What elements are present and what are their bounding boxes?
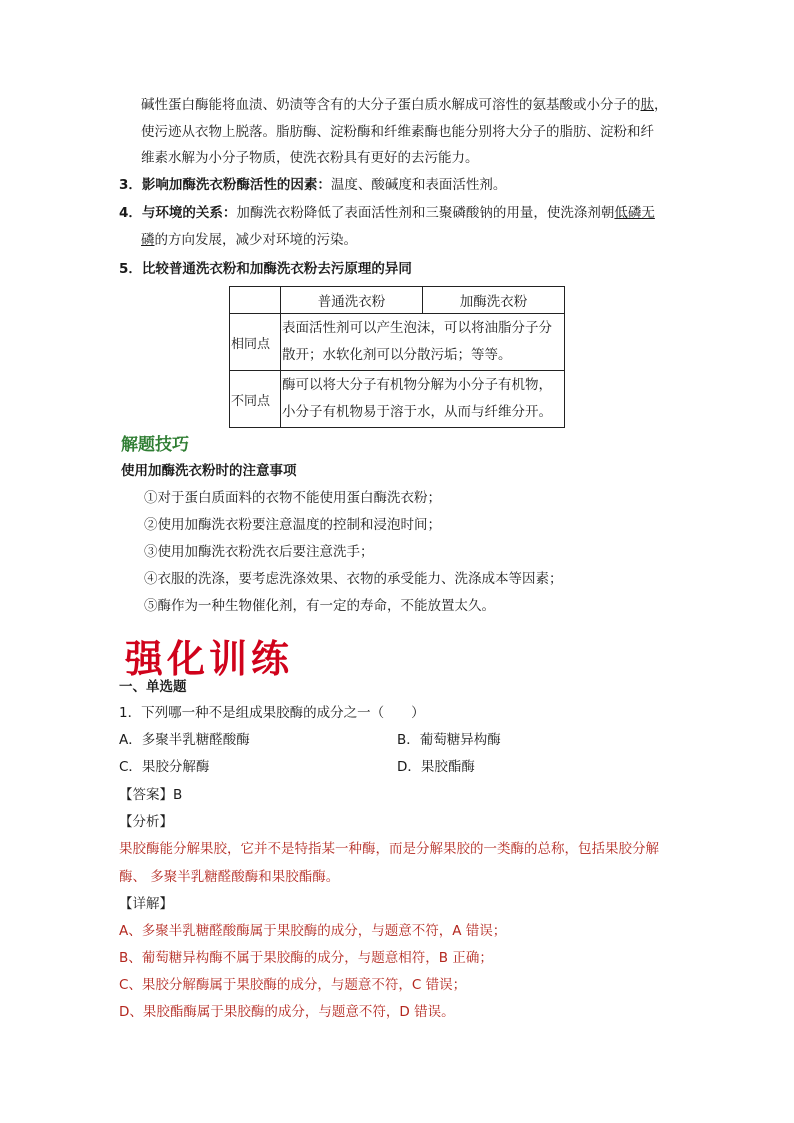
- answer-label: 【答案】: [119, 787, 173, 803]
- table-header-row: [230, 287, 565, 314]
- training-banner: 强化训练: [125, 636, 294, 681]
- point-5-number: 5．: [119, 261, 142, 277]
- point-3: [119, 179, 506, 193]
- detail-line-d: D、果胶酯酶属于果胶酶的成分，与题意不符，D 错误。: [119, 1004, 455, 1020]
- option-c: C．果胶分解酶: [119, 759, 210, 775]
- answer-line: [119, 789, 182, 803]
- tips-item-2: ②使用加酶洗衣粉要注意温度的控制和浸泡时间；: [144, 517, 441, 533]
- table-col-enzyme: 加酶洗衣粉: [423, 287, 565, 314]
- analysis-line-1: 果胶酶能分解果胶，它并不是特指某一种酶，而是分解果胶的一类酶的总称，包括果胶分解: [119, 841, 659, 857]
- table-row-head-diff: 不同点: [230, 371, 281, 428]
- analysis-line-2: 酶、 多聚半乳糖醛酸酶和果胶酯酶。: [119, 869, 340, 885]
- table-col-normal: 普通洗衣粉: [281, 287, 423, 314]
- point-4-number: 4．: [119, 205, 142, 221]
- comparison-table: [229, 286, 565, 428]
- point-4: [119, 207, 655, 221]
- point-3-title: 影响加酶洗衣粉酶活性的因素：: [141, 177, 331, 193]
- table-cell-same-line-2: 散开；水软化剂可以分散污垢；等等。: [282, 347, 512, 363]
- point-5: [119, 263, 412, 277]
- analysis-label: 【分析】: [119, 814, 173, 830]
- intro-underlined: 肽: [640, 97, 654, 113]
- table-cell-same: [281, 314, 565, 371]
- tips-item-4: ④衣服的洗涤，要考虑洗涤效果、衣物的承受能力、洗涤成本等因素；: [144, 571, 563, 587]
- question-text: 1．下列哪一种不是组成果胶酶的成分之一（ ）: [119, 705, 425, 721]
- table-row-same: [230, 314, 565, 371]
- detail-line-b: B、葡萄糖异构酶不属于果胶酶的成分，与题意相符，B 正确；: [119, 950, 493, 966]
- point-4-title: 与环境的关系：: [141, 205, 237, 221]
- intro-line-3: 维素水解为小分子物质，使洗衣粉具有更好的去污能力。: [141, 150, 479, 166]
- tips-heading: 解题技巧: [121, 435, 189, 455]
- table-row-diff: [230, 371, 565, 428]
- intro-text: 碱性蛋白酶能将血渍、奶渍等含有的大分子蛋白质水解成可溶性的氨基酸或小分子的: [141, 97, 641, 113]
- table-row-head-same: 相同点: [230, 314, 281, 371]
- detail-label: 【详解】: [119, 896, 173, 912]
- point-4-text: 加酶洗衣粉降低了表面活性剂和三聚磷酸钠的用量，使洗涤剂朝: [236, 205, 615, 221]
- detail-line-c: C、果胶分解酶属于果胶酶的成分，与题意不符，C 错误；: [119, 977, 467, 993]
- point-5-title: 比较普通洗衣粉和加酶洗衣粉去污原理的异同: [141, 261, 412, 277]
- section-title: 一、单选题: [119, 679, 187, 695]
- tips-item-3: ③使用加酶洗衣粉洗衣后要注意洗手；: [144, 544, 374, 560]
- intro-tail: ，: [654, 97, 668, 113]
- intro-line-1: [141, 99, 668, 113]
- point-4-line-2: [141, 234, 357, 248]
- table-cell-diff: [281, 371, 565, 428]
- intro-line-2: 使污迹从衣物上脱落。脂肪酶、淀粉酶和纤维素酶也能分别将大分子的脂肪、淀粉和纤: [141, 124, 654, 140]
- point-4-underlined-2: 磷: [141, 232, 155, 248]
- tips-item-5: ⑤酶作为一种生物催化剂，有一定的寿命，不能放置太久。: [144, 598, 495, 614]
- option-a: A．多聚半乳糖醛酸酶: [119, 732, 250, 748]
- table-corner-cell: [230, 287, 281, 314]
- answer-value: B: [173, 787, 183, 803]
- option-b: B．葡萄糖异构酶: [397, 732, 501, 748]
- point-4-text-2: 的方向发展，减少对环境的污染。: [154, 232, 357, 248]
- tips-subheading: 使用加酶洗衣粉时的注意事项: [121, 463, 297, 479]
- table-cell-diff-line-1: 酶可以将大分子有机物分解为小分子有机物，: [282, 377, 552, 393]
- detail-line-a: A、多聚半乳糖醛酸酶属于果胶酶的成分，与题意不符，A 错误；: [119, 923, 507, 939]
- point-3-text: 温度、酸碱度和表面活性剂。: [330, 177, 507, 193]
- option-d: D．果胶酯酶: [397, 759, 475, 775]
- table-cell-diff-line-2: 小分子有机物易于溶于水，从而与纤维分开。: [282, 404, 552, 420]
- point-4-underlined: 低磷无: [614, 205, 655, 221]
- table-cell-same-line-1: 表面活性剂可以产生泡沫，可以将油脂分子分: [282, 320, 552, 336]
- tips-item-1: ①对于蛋白质面料的衣物不能使用蛋白酶洗衣粉；: [144, 490, 441, 506]
- point-3-number: 3．: [119, 177, 142, 193]
